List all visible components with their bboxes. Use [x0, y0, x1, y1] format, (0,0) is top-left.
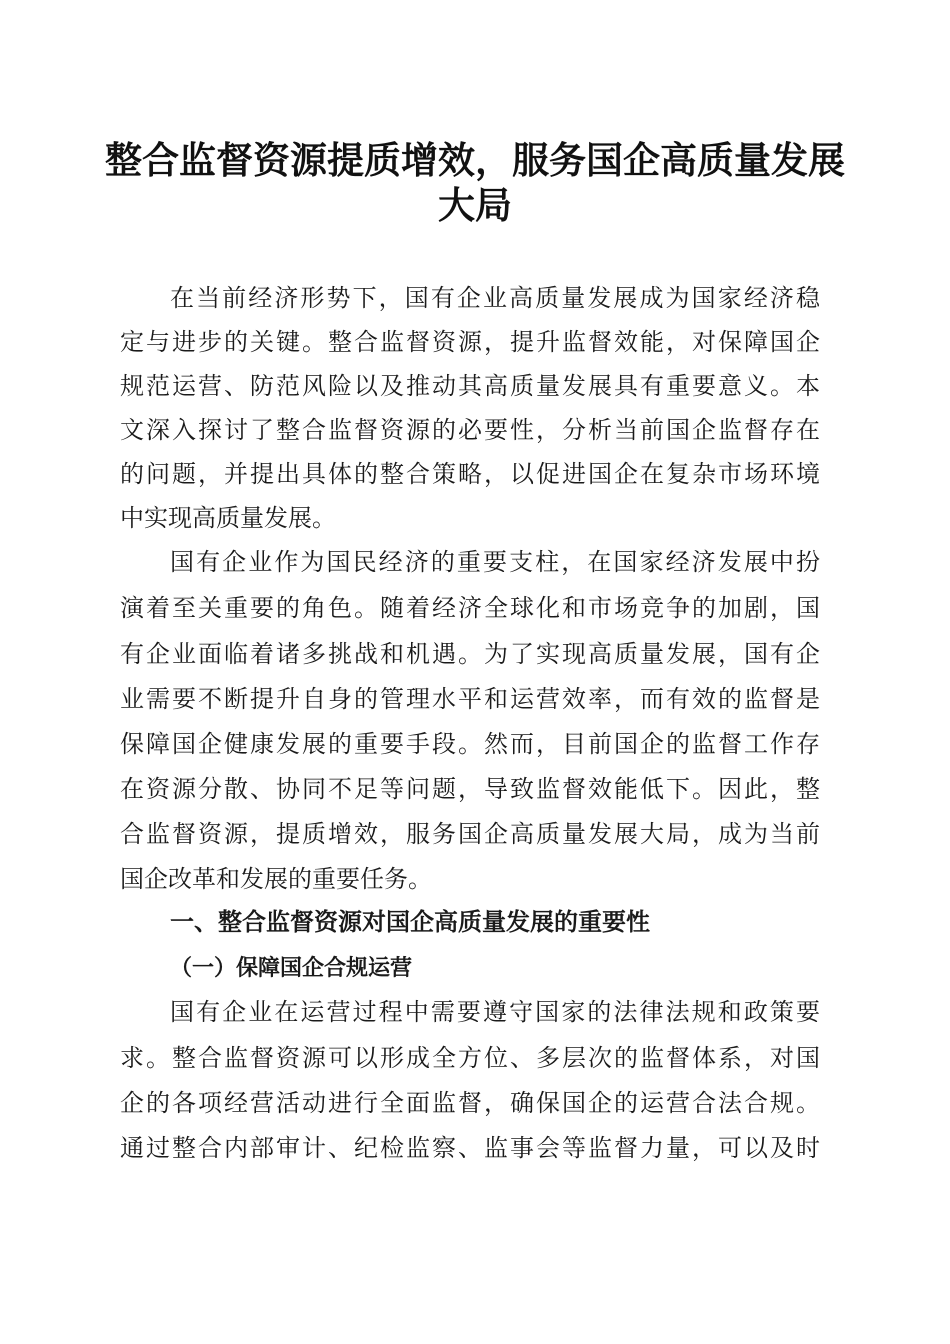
paragraph-2-line: 业需要不断提升自身的管理水平和运营效率，而有效的监督是	[120, 685, 820, 713]
paragraph-2-line: 合监督资源，提质增效，服务国企高质量发展大局，成为当前	[120, 820, 820, 848]
paragraph-3-line: 求。整合监督资源可以形成全方位、多层次的监督体系，对国	[120, 1044, 820, 1072]
paragraph-3-line: 国有企业在运营过程中需要遵守国家的法律法规和政策要	[170, 998, 820, 1026]
paragraph-2-line: 演着至关重要的角色。随着经济全球化和市场竞争的加剧，国	[120, 594, 820, 622]
subsection-heading: （一）保障国企合规运营	[170, 955, 413, 981]
paragraph-1-line: 在当前经济形势下，国有企业高质量发展成为国家经济稳	[170, 284, 820, 312]
paragraph-2-line: 国有企业作为国民经济的重要支柱，在国家经济发展中扮	[170, 548, 820, 576]
document-title-line-2: 大局	[438, 183, 512, 227]
paragraph-2-line: 保障国企健康发展的重要手段。然而，目前国企的监督工作存	[120, 730, 820, 758]
paragraph-2-line: 有企业面临着诸多挑战和机遇。为了实现高质量发展，国有企	[120, 640, 820, 668]
paragraph-1-line: 的问题，并提出具体的整合策略，以促进国企在复杂市场环境	[120, 460, 820, 488]
paragraph-1-line: 中实现高质量发展。	[120, 504, 336, 532]
paragraph-1-line: 规范运营、防范风险以及推动其高质量发展具有重要意义。本	[120, 372, 820, 400]
paragraph-3-line: 通过整合内部审计、纪检监察、监事会等监督力量，可以及时	[120, 1134, 820, 1162]
paragraph-2-line: 国企改革和发展的重要任务。	[120, 865, 432, 893]
paragraph-1-line: 定与进步的关键。整合监督资源，提升监督效能，对保障国企	[120, 328, 820, 356]
paragraph-2-line: 在资源分散、协同不足等问题，导致监督效能低下。因此，整	[120, 775, 820, 803]
paragraph-3-line: 企的各项经营活动进行全面监督，确保国企的运营合法合规。	[120, 1089, 820, 1117]
section-heading: 一、整合监督资源对国企高质量发展的重要性	[170, 908, 650, 936]
document-title-line-1: 整合监督资源提质增效，服务国企高质量发展	[105, 138, 845, 182]
paragraph-1-line: 文深入探讨了整合监督资源的必要性，分析当前国企监督存在	[120, 416, 820, 444]
